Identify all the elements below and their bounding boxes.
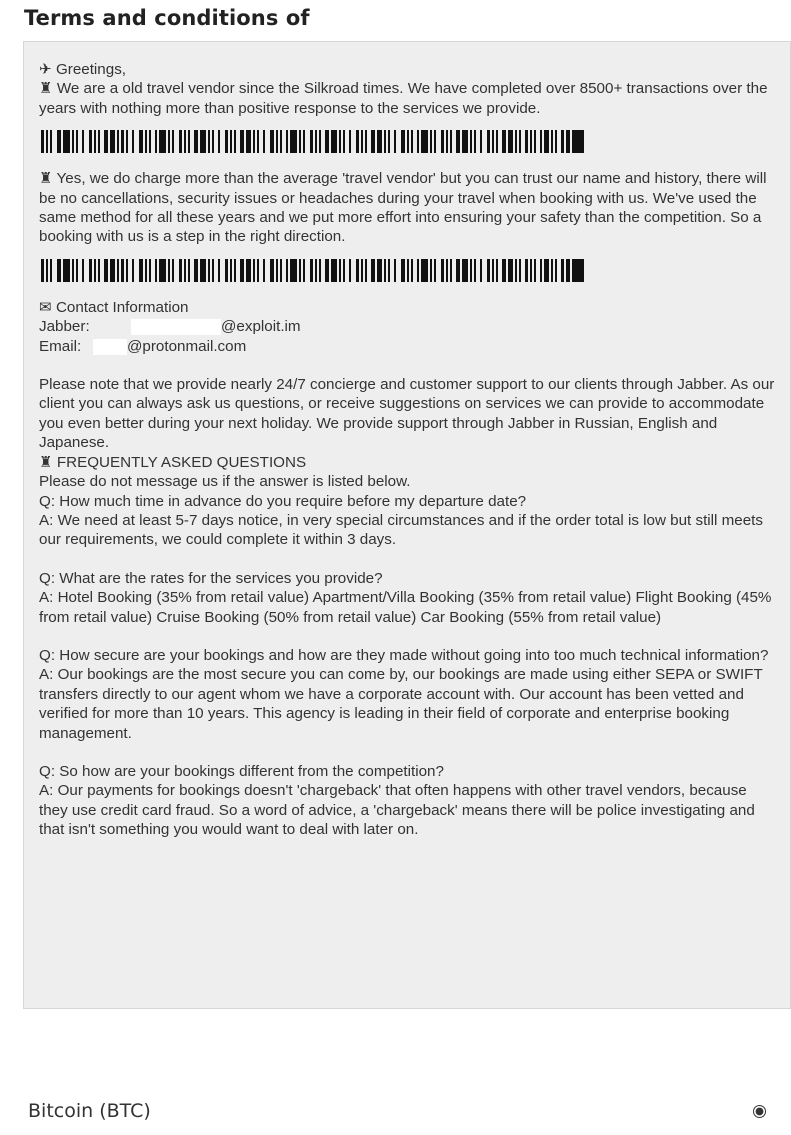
barcode-bar xyxy=(234,259,236,282)
barcode-bar xyxy=(246,259,251,282)
barcode-bar xyxy=(179,259,182,282)
barcode-bar xyxy=(377,130,382,153)
faq-item xyxy=(39,762,776,840)
barcode-bar xyxy=(270,259,274,282)
barcode-bar xyxy=(561,130,564,153)
faq-intro: Please do not message us if the answer is listed below. xyxy=(39,473,411,491)
faq-heading: ♜ FREQUENTLY ASKED QUESTIONS xyxy=(39,453,307,471)
barcode-bar xyxy=(208,259,210,282)
barcode-bar xyxy=(184,259,186,282)
barcode-bar xyxy=(310,130,313,153)
barcode-bar xyxy=(225,259,228,282)
barcode-bar xyxy=(57,259,61,282)
barcode-bar xyxy=(240,130,244,153)
barcode-bar xyxy=(98,130,100,153)
barcode-bar xyxy=(139,259,143,282)
barcode-bar xyxy=(315,130,317,153)
barcode-bar xyxy=(276,259,278,282)
barcode-bar xyxy=(299,259,301,282)
email-contact xyxy=(39,337,776,356)
barcode-bar xyxy=(434,259,436,282)
barcode-bar xyxy=(566,130,570,153)
greeting-text: ✈ Greetings, xyxy=(39,61,127,78)
barcode-bar xyxy=(474,130,476,153)
faq-item xyxy=(39,492,776,550)
barcode-bar xyxy=(159,259,166,282)
barcode-bar xyxy=(356,259,359,282)
barcode-bar xyxy=(349,130,351,153)
barcode-bar xyxy=(555,259,557,282)
barcode-bar xyxy=(530,130,532,153)
barcode-bar xyxy=(63,259,70,282)
barcode-bar xyxy=(361,130,363,153)
barcode-bar xyxy=(149,259,151,282)
barcode-bar xyxy=(384,259,386,282)
barcode-bar xyxy=(394,130,396,153)
faq-item xyxy=(39,646,776,743)
barcode-bar xyxy=(253,259,255,282)
barcode-bar xyxy=(194,259,198,282)
barcode-bar xyxy=(343,130,345,153)
barcode-bar xyxy=(319,130,321,153)
barcode-bar xyxy=(534,259,536,282)
barcode-bar xyxy=(421,130,428,153)
barcode-bar xyxy=(149,130,151,153)
barcode-bar xyxy=(188,130,190,153)
barcode-bar xyxy=(276,130,278,153)
barcode-bar xyxy=(234,130,236,153)
barcode-bar xyxy=(487,259,490,282)
barcode-bar xyxy=(89,259,92,282)
barcode-bar xyxy=(394,259,396,282)
barcode-bar xyxy=(508,130,513,153)
barcode-bar xyxy=(430,259,432,282)
barcode-bar xyxy=(188,259,190,282)
barcode-bar xyxy=(98,259,100,282)
barcode-bar xyxy=(331,130,337,153)
bitcoin-option-label: Bitcoin (BTC) xyxy=(28,1100,151,1122)
barcode-bar xyxy=(286,130,288,153)
barcode-bar xyxy=(280,130,282,153)
jabber-label: Jabber: xyxy=(39,318,90,336)
barcode-bar xyxy=(515,259,517,282)
barcode-bar xyxy=(121,130,124,153)
barcode-bar xyxy=(508,259,513,282)
barcode-bar xyxy=(384,130,386,153)
barcode-bar xyxy=(159,130,166,153)
barcode-bar xyxy=(421,259,428,282)
barcode-bar xyxy=(299,130,301,153)
barcode-bar xyxy=(502,259,506,282)
barcode-bar xyxy=(319,259,321,282)
barcode-bar xyxy=(139,130,143,153)
barcode-bar xyxy=(450,130,452,153)
barcode-bar xyxy=(339,259,341,282)
barcode-bar xyxy=(470,259,472,282)
barcode-bar xyxy=(82,130,84,153)
barcode-bar xyxy=(104,130,108,153)
barcode-bar xyxy=(257,130,259,153)
barcode-bar xyxy=(310,259,313,282)
barcode-bar xyxy=(72,259,74,282)
barcode-bar xyxy=(365,130,367,153)
barcode-bar xyxy=(462,130,468,153)
barcode-bar xyxy=(480,259,482,282)
barcode-bar xyxy=(155,259,157,282)
bitcoin-radio-button[interactable] xyxy=(753,1105,766,1118)
jabber-contact xyxy=(39,317,776,336)
barcode-bar xyxy=(257,259,259,282)
barcode-bar xyxy=(487,130,490,153)
barcode-bar xyxy=(46,130,48,153)
barcode-bar xyxy=(551,130,553,153)
barcode-bar xyxy=(132,259,134,282)
barcode-bar xyxy=(331,259,337,282)
barcode-bar xyxy=(555,130,557,153)
barcode-bar xyxy=(303,130,305,153)
barcode-bar xyxy=(525,259,528,282)
barcode-bar xyxy=(212,130,214,153)
barcode-bar xyxy=(230,259,232,282)
barcode-bar xyxy=(172,130,174,153)
barcode-bar xyxy=(218,130,220,153)
barcode-bar xyxy=(270,130,274,153)
barcode-bar xyxy=(388,259,390,282)
barcode-bar xyxy=(572,130,584,153)
barcode-bar xyxy=(441,259,444,282)
faq-question: Q: How much time in advance do you require before my departure date? xyxy=(39,492,527,510)
faq-item xyxy=(39,569,776,627)
barcode-bar xyxy=(401,130,405,153)
barcode-bar xyxy=(230,130,232,153)
barcode-bar xyxy=(388,130,390,153)
email-label: Email: xyxy=(39,337,82,355)
barcode-bar xyxy=(525,130,528,153)
barcode-bar xyxy=(502,130,506,153)
barcode-bar xyxy=(544,130,549,153)
barcode-bar xyxy=(168,130,170,153)
faq-answer: A: Our bookings are the most secure you can come by, our bookings are made using either SEPA or SWIFT transfers directly to our agent whom we have a corporate account with. Our account has been vetted and verified for more than 10 years. This agency is leading in their field of corporate and enterprise booking management. xyxy=(39,666,763,742)
barcode-bar xyxy=(225,130,228,153)
barcode-bar xyxy=(519,259,521,282)
barcode-bar xyxy=(46,259,48,282)
barcode-bar xyxy=(57,130,61,153)
barcode-bar xyxy=(492,130,494,153)
barcode-bar xyxy=(349,259,351,282)
barcode-bar xyxy=(401,259,405,282)
barcode-bar xyxy=(566,259,570,282)
barcode-bar xyxy=(361,259,363,282)
barcode-bar xyxy=(407,259,409,282)
barcode-bar xyxy=(63,130,70,153)
barcode-bar xyxy=(572,259,584,282)
barcode-bar xyxy=(218,259,220,282)
pricing-paragraph: ♜ Yes, we do charge more than the average 'travel vendor' but you can trust our name and history, there will be no cancellations, security issues or headaches during your travel when booking with us. We've used the same method for all these years and we put more effort into ensuring your safety than the competition. So a booking with us is a step in the right direction. xyxy=(39,170,767,246)
barcode-bar xyxy=(356,130,359,153)
barcode-bar xyxy=(365,259,367,282)
barcode-bar xyxy=(145,259,147,282)
barcode-bar xyxy=(172,259,174,282)
barcode-bar xyxy=(72,130,74,153)
barcode-bar xyxy=(474,259,476,282)
barcode-bar xyxy=(76,259,78,282)
barcode-bar xyxy=(496,130,498,153)
barcode-bar xyxy=(194,130,198,153)
barcode-bar xyxy=(407,130,409,153)
faq-answer: A: Our payments for bookings doesn't 'chargeback' that often happens with other travel vendors, because they use credit card fraud. So a word of advice, a 'chargeback' means there will be police investigating and that isn't something you would want to deal with later on. xyxy=(39,782,755,839)
barcode-bar xyxy=(263,259,265,282)
barcode-bar xyxy=(450,259,452,282)
barcode-bar xyxy=(94,130,96,153)
intro-paragraph: ♜ We are a old travel vendor since the Silkroad times. We have completed over 8500+ transactions over the years with nothing more than positive response to the services we provide. xyxy=(39,80,768,117)
barcode-bar xyxy=(82,259,84,282)
terms-panel xyxy=(23,41,791,1009)
barcode-bar xyxy=(121,259,124,282)
barcode-bar xyxy=(212,259,214,282)
faq-answer: A: We need at least 5-7 days notice, in very special circumstances and if the order total is low but still meets our requirements, we could complete it within 3 days. xyxy=(39,511,763,549)
barcode-bar xyxy=(145,130,147,153)
barcode-bar xyxy=(540,130,542,153)
barcode-bar xyxy=(89,130,92,153)
barcode-bar xyxy=(417,259,419,282)
barcode-bar xyxy=(561,259,564,282)
redacted-block xyxy=(93,339,127,355)
barcode-bar xyxy=(417,130,419,153)
barcode-bar xyxy=(104,259,108,282)
barcode-bar xyxy=(132,130,134,153)
barcode-bar xyxy=(117,130,119,153)
barcode-bar xyxy=(94,259,96,282)
barcode-bar xyxy=(76,130,78,153)
barcode-bar xyxy=(530,259,532,282)
barcode-bar xyxy=(208,130,210,153)
barcode-bar xyxy=(290,130,297,153)
barcode-bar xyxy=(544,259,549,282)
barcode-bar xyxy=(117,259,119,282)
email-domain: @protonmail.com xyxy=(127,337,247,355)
faq-question: Q: What are the rates for the services you provide? xyxy=(39,569,383,587)
barcode-bar xyxy=(50,259,52,282)
barcode-bar xyxy=(430,130,432,153)
barcode-bar xyxy=(446,259,448,282)
barcode-bar xyxy=(325,259,329,282)
barcode-bar xyxy=(200,130,206,153)
barcode-bar xyxy=(456,259,460,282)
barcode-divider xyxy=(41,130,776,153)
barcode-bar xyxy=(441,130,444,153)
barcode-bar xyxy=(462,259,468,282)
barcode-bar xyxy=(377,259,382,282)
barcode-bar xyxy=(246,130,251,153)
barcode-bar xyxy=(263,130,265,153)
faq-answer: A: Hotel Booking (35% from retail value) Apartment/Villa Booking (35% from retail value) Flight Booking (45% from retail value) Cruise Booking (50% from retail value) Car Booking (55% from retail value) xyxy=(39,589,772,626)
faq-question: Q: How secure are your bookings and how are they made without going into too much technical information? xyxy=(39,646,769,664)
jabber-domain: @exploit.im xyxy=(221,318,301,336)
barcode-bar xyxy=(496,259,498,282)
barcode-bar xyxy=(492,259,494,282)
barcode-bar xyxy=(551,259,553,282)
barcode-bar xyxy=(155,130,157,153)
barcode-bar xyxy=(411,130,413,153)
barcode-bar xyxy=(534,130,536,153)
barcode-bar xyxy=(184,130,186,153)
barcode-bar xyxy=(371,130,375,153)
barcode-bar xyxy=(253,130,255,153)
barcode-bar xyxy=(126,130,128,153)
barcode-bar xyxy=(179,130,182,153)
barcode-bar xyxy=(411,259,413,282)
barcode-bar xyxy=(371,259,375,282)
barcode-bar xyxy=(456,130,460,153)
barcode-bar xyxy=(290,259,297,282)
barcode-bar xyxy=(41,259,44,282)
barcode-bar xyxy=(286,259,288,282)
barcode-bar xyxy=(343,259,345,282)
barcode-divider xyxy=(41,259,776,282)
barcode-bar xyxy=(480,130,482,153)
barcode-bar xyxy=(50,130,52,153)
barcode-bar xyxy=(200,259,206,282)
barcode-bar xyxy=(280,259,282,282)
barcode-bar xyxy=(126,259,128,282)
barcode-bar xyxy=(303,259,305,282)
barcode-bar xyxy=(446,130,448,153)
support-paragraph: Please note that we provide nearly 24/7 concierge and customer support to our clients through Jabber. As our client you can always ask us questions, or receive suggestions on services we can provide to accommodate you even better during your next holiday. We provide support through Jabber in Russian, English and Japanese. xyxy=(39,376,775,452)
redacted-block xyxy=(131,319,221,335)
barcode-bar xyxy=(110,259,115,282)
barcode-bar xyxy=(110,130,115,153)
faq-question: Q: So how are your bookings different from the competition? xyxy=(39,762,444,780)
barcode-bar xyxy=(470,130,472,153)
barcode-bar xyxy=(168,259,170,282)
barcode-bar xyxy=(434,130,436,153)
barcode-bar xyxy=(519,130,521,153)
barcode-bar xyxy=(515,130,517,153)
barcode-bar xyxy=(41,130,44,153)
barcode-bar xyxy=(540,259,542,282)
barcode-bar xyxy=(325,130,329,153)
contact-heading: ✉ Contact Information xyxy=(39,298,189,316)
barcode-bar xyxy=(339,130,341,153)
barcode-bar xyxy=(315,259,317,282)
page-title: Terms and conditions of xyxy=(24,6,310,30)
barcode-bar xyxy=(240,259,244,282)
